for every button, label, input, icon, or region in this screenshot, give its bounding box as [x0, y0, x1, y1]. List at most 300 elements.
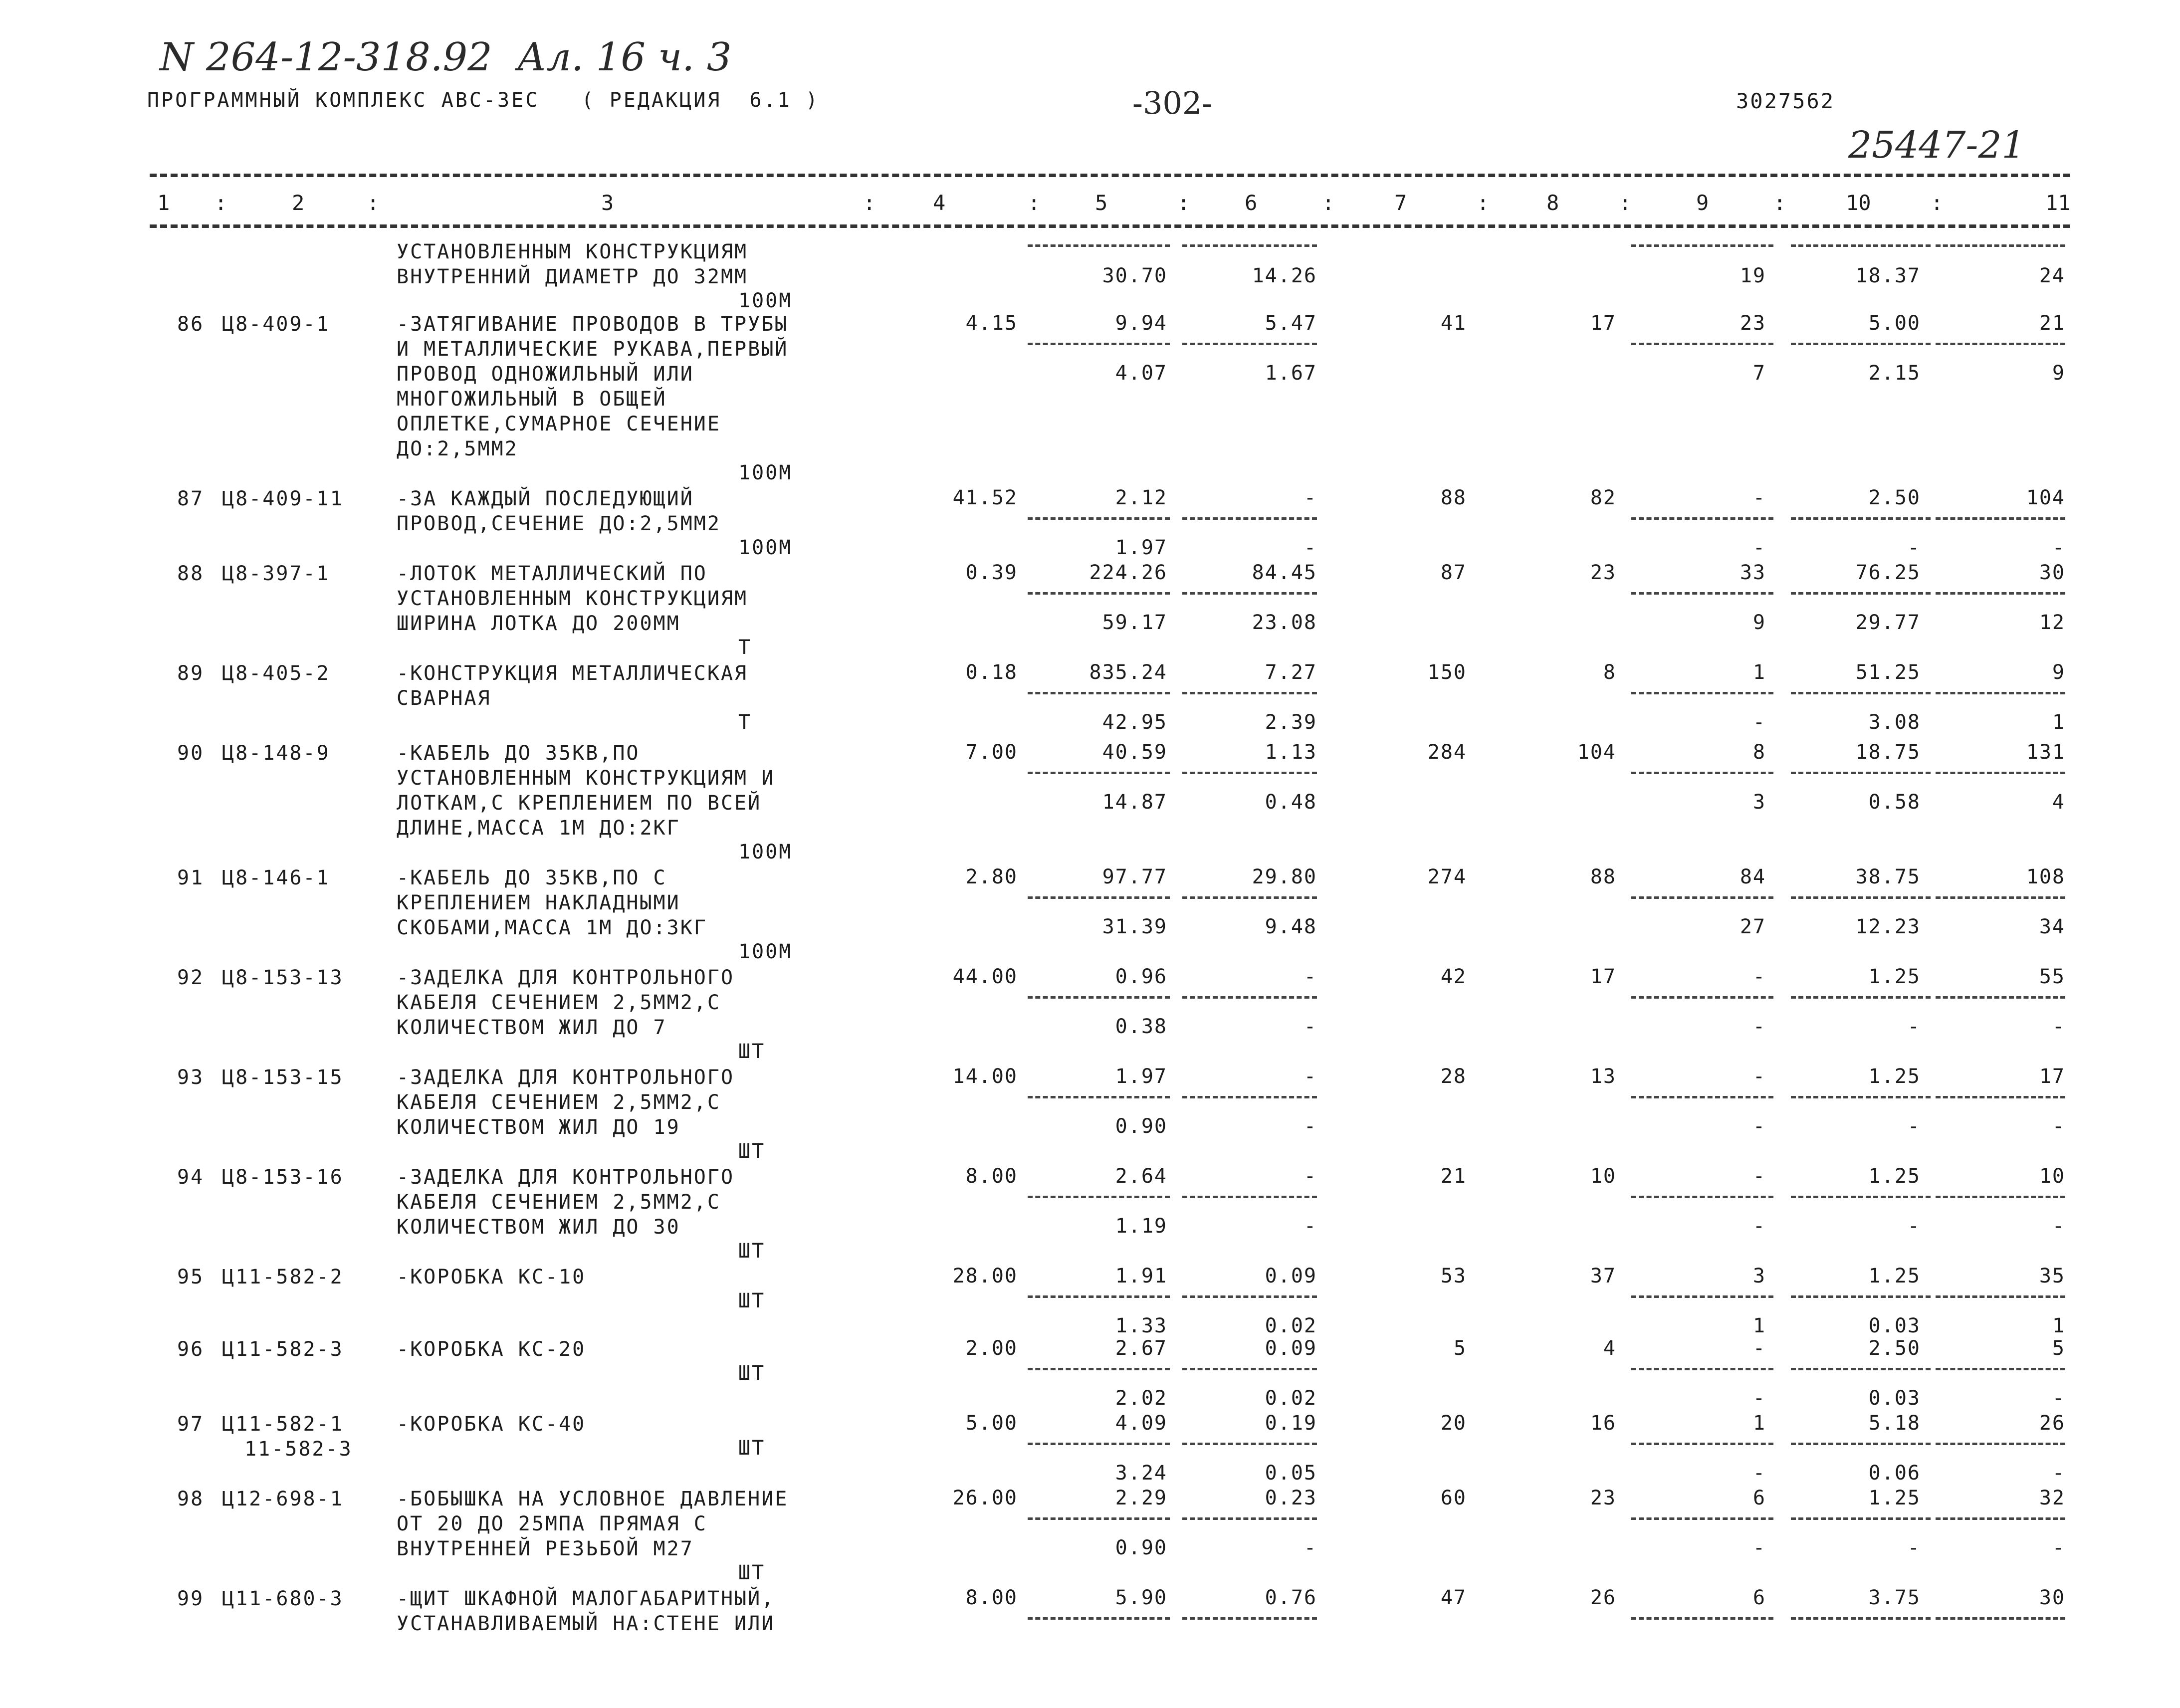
cell-divider-c9	[1631, 517, 1773, 520]
cell-c9b: 9	[1752, 611, 1766, 634]
cell-c6a: 29.80	[1252, 865, 1317, 888]
cell-c9b: 3	[1752, 791, 1766, 814]
cell-c9a: 33	[1740, 561, 1766, 584]
cell-c5b: 4.07	[1115, 362, 1167, 385]
cell-c10b: -	[1907, 1015, 1921, 1038]
cell-c10b: 29.77	[1855, 611, 1921, 634]
cell-divider-c6	[1182, 996, 1317, 999]
cell-c10a: 5.00	[1868, 312, 1921, 335]
cell-divider-c9	[1631, 244, 1773, 247]
cell-c5a: 9.94	[1115, 312, 1167, 335]
cell-c9a: -	[1752, 1337, 1766, 1360]
row-desc-line: -ЗАДЕЛКА ДЛЯ КОНТРОЛЬНОГО	[397, 1066, 735, 1089]
cell-c9a: -	[1752, 1065, 1766, 1088]
cell-c9a: 3	[1752, 1265, 1766, 1287]
handwritten-doc-ref: N 264-12-318.92 Ал. 16 ч. 3	[160, 35, 732, 80]
cell-c7: 284	[1427, 741, 1467, 764]
cell-c11b: 1	[2052, 711, 2065, 734]
cell-divider-c5	[1028, 592, 1170, 595]
cell-c9a: 1	[1752, 661, 1766, 684]
row-unit: Т	[738, 711, 752, 734]
cell-divider-c9	[1631, 1368, 1773, 1370]
row-desc-line: УСТАНОВЛЕННЫМ КОНСТРУКЦИЯМ	[397, 587, 748, 610]
row-code: Ц8-153-16	[222, 1166, 344, 1189]
cell-divider-c10	[1791, 1617, 1931, 1620]
cell-divider-c6	[1182, 1368, 1317, 1370]
cell-c9b: 7	[1752, 362, 1766, 385]
cell-divider-c11	[1936, 244, 2065, 247]
row-unit: 100М	[738, 940, 793, 963]
cell-c11a: 30	[2039, 1586, 2065, 1609]
cell-c11a: 17	[2039, 1065, 2065, 1088]
page-number: -302-	[1132, 85, 1213, 121]
row-unit: 100М	[738, 461, 793, 484]
column-separator: :	[215, 191, 227, 215]
cell-c6b: 2.39	[1265, 711, 1317, 734]
cell-divider-c11	[1936, 1443, 2065, 1445]
cell-c7: 42	[1440, 965, 1467, 988]
cell-c5b: 42.95	[1102, 711, 1167, 734]
cell-c6a: 0.76	[1265, 1586, 1317, 1609]
cell-c5b: 59.17	[1102, 611, 1167, 634]
row-desc-line: -ЗАДЕЛКА ДЛЯ КОНТРОЛЬНОГО	[397, 966, 735, 989]
cell-divider-c9	[1631, 1517, 1773, 1520]
cell-c4: 7.00	[965, 741, 1018, 764]
cell-c5a: 4.09	[1115, 1412, 1167, 1435]
cell-c10b: -	[1907, 1215, 1921, 1238]
cell-c9b: -	[1752, 711, 1766, 734]
column-separator: :	[367, 191, 380, 215]
cell-c8: 4	[1603, 1337, 1616, 1360]
row-desc-line: ВНУТРЕННЕЙ РЕЗЬБОЙ М27	[397, 1537, 694, 1560]
cell-c4: 26.00	[952, 1487, 1018, 1509]
cell-c6a: 0.09	[1265, 1265, 1317, 1287]
row-number: 98	[177, 1488, 205, 1510]
cell-c9a: -	[1752, 486, 1766, 509]
cell-c10a: 1.25	[1868, 965, 1921, 988]
cell-divider-c11	[1936, 1617, 2065, 1620]
cell-c5b: 30.70	[1102, 264, 1167, 287]
cell-c5b: 0.90	[1115, 1536, 1167, 1559]
cell-divider-c11	[1936, 517, 2065, 520]
column-separator: :	[1177, 191, 1190, 215]
header-rule-top	[150, 174, 2070, 177]
cell-divider-c5	[1028, 244, 1170, 247]
cell-divider-c9	[1631, 343, 1773, 345]
column-separator: :	[1619, 191, 1632, 215]
row-unit: Т	[738, 636, 752, 659]
cell-divider-c6	[1182, 692, 1317, 694]
cell-divider-c6	[1182, 1196, 1317, 1198]
row-code: Ц8-153-13	[222, 966, 344, 989]
cell-c10b: -	[1907, 1536, 1921, 1559]
cell-divider-c5	[1028, 343, 1170, 345]
cell-c7: 28	[1440, 1065, 1467, 1088]
cell-c9b: -	[1752, 1387, 1766, 1410]
row-desc-line: -КАБЕЛЬ ДО 35КВ,ПО С	[397, 866, 667, 889]
row-desc-line: ОТ 20 ДО 25МПА ПРЯМАЯ С	[397, 1512, 707, 1535]
cell-c5a: 2.64	[1115, 1165, 1167, 1188]
column-header-8: 8	[1546, 191, 1559, 215]
cell-c11a: 21	[2039, 312, 2065, 335]
row-desc-line: -КОНСТРУКЦИЯ МЕТАЛЛИЧЕСКАЯ	[397, 662, 748, 685]
cell-c6a: -	[1304, 965, 1317, 988]
row-desc-line: И МЕТАЛЛИЧЕСКИЕ РУКАВА,ПЕРВЫЙ	[397, 338, 789, 361]
row-number: 87	[177, 487, 205, 510]
cell-c4: 28.00	[952, 1265, 1018, 1287]
row-desc-line: -КОРОБКА КС-40	[397, 1413, 586, 1436]
row-number: 94	[177, 1166, 205, 1189]
cell-c7: 150	[1427, 661, 1467, 684]
cell-c6b: 14.26	[1252, 264, 1317, 287]
row-desc-line: -КОРОБКА КС-20	[397, 1338, 586, 1361]
cell-c9b: 1	[1752, 1314, 1766, 1337]
cell-c11a: 9	[2052, 661, 2065, 684]
row-desc-line: МНОГОЖИЛЬНЫЙ В ОБЩЕЙ	[397, 388, 667, 411]
cell-c6b: 0.02	[1265, 1314, 1317, 1337]
cell-c11b: 9	[2052, 362, 2065, 385]
cell-c5a: 5.90	[1115, 1586, 1167, 1609]
row-desc-line: ПРОВОД,СЕЧЕНИЕ ДО:2,5ММ2	[397, 512, 721, 535]
column-separator: :	[1028, 191, 1041, 215]
cell-c7: 60	[1440, 1487, 1467, 1509]
cell-c9a: 84	[1740, 865, 1766, 888]
cell-divider-c10	[1791, 1196, 1931, 1198]
cell-c11b: -	[2052, 536, 2065, 559]
cell-c4: 2.00	[965, 1337, 1018, 1360]
cell-c11b: -	[2052, 1015, 2065, 1038]
cell-c6b: 23.08	[1252, 611, 1317, 634]
cell-c4: 8.00	[965, 1586, 1018, 1609]
cell-c10b: 12.23	[1855, 915, 1921, 938]
cell-c9a: 6	[1752, 1586, 1766, 1609]
cell-divider-c10	[1791, 592, 1931, 595]
cell-c10a: 1.25	[1868, 1165, 1921, 1188]
cell-divider-c10	[1791, 772, 1931, 774]
row-code: Ц11-582-1	[222, 1413, 344, 1436]
column-header-7: 7	[1394, 191, 1407, 215]
row-code-secondary: 11-582-3	[244, 1438, 353, 1461]
cell-c10a: 1.25	[1868, 1265, 1921, 1287]
cell-c7: 47	[1440, 1586, 1467, 1609]
cell-divider-c9	[1631, 1617, 1773, 1620]
cell-c6b: -	[1304, 1015, 1317, 1038]
row-desc-line: КОЛИЧЕСТВОМ ЖИЛ ДО 30	[397, 1216, 680, 1239]
column-header-11: 11	[2045, 191, 2071, 215]
cell-c6a: 5.47	[1265, 312, 1317, 335]
cell-divider-c10	[1791, 244, 1931, 247]
cell-c5a: 835.24	[1089, 661, 1167, 684]
column-separator: :	[1322, 191, 1335, 215]
cell-divider-c10	[1791, 692, 1931, 694]
cell-c11b: -	[2052, 1462, 2065, 1485]
cell-divider-c6	[1182, 343, 1317, 345]
cell-c9a: 23	[1740, 312, 1766, 335]
program-title: ПРОГРАММНЫЙ КОМПЛЕКС АВС-3ЕС ( РЕДАКЦИЯ 6.1 )	[147, 89, 820, 112]
row-unit: ШТ	[738, 1140, 766, 1163]
row-desc-line: -ЗА КАЖДЫЙ ПОСЛЕДУЮЩИЙ	[397, 487, 694, 510]
cell-divider-c10	[1791, 1295, 1931, 1298]
cell-c5a: 1.97	[1115, 1065, 1167, 1088]
row-desc-line: СКОБАМИ,МАССА 1М ДО:3КГ	[397, 916, 707, 939]
cell-c5a: 2.12	[1115, 486, 1167, 509]
row-desc-line: -ЗАТЯГИВАНИЕ ПРОВОДОВ В ТРУБЫ	[397, 313, 789, 336]
cell-c4: 2.80	[965, 865, 1018, 888]
row-code: Ц8-397-1	[222, 562, 330, 585]
row-number: 86	[177, 313, 205, 336]
cell-c5a: 97.77	[1102, 865, 1167, 888]
cell-c10b: -	[1907, 536, 1921, 559]
cell-c11b: -	[2052, 1536, 2065, 1559]
cell-c8: 88	[1590, 865, 1616, 888]
cell-c8: 8	[1603, 661, 1616, 684]
cell-divider-c11	[1936, 692, 2065, 694]
column-separator: :	[1477, 191, 1490, 215]
cell-c5a: 40.59	[1102, 741, 1167, 764]
cell-c11a: 55	[2039, 965, 2065, 988]
row-desc-line: КОЛИЧЕСТВОМ ЖИЛ ДО 7	[397, 1016, 667, 1039]
cell-c8: 26	[1590, 1586, 1616, 1609]
cell-c4: 44.00	[952, 965, 1018, 988]
cell-divider-c11	[1936, 1517, 2065, 1520]
cell-c6a: -	[1304, 486, 1317, 509]
cell-c7: 88	[1440, 486, 1467, 509]
cell-c4: 8.00	[965, 1165, 1018, 1188]
cell-divider-c10	[1791, 343, 1931, 345]
carryover-desc-line: ВНУТРЕННИЙ ДИАМЕТР ДО 32ММ	[397, 265, 748, 288]
cell-c8: 23	[1590, 561, 1616, 584]
row-number: 89	[177, 662, 205, 685]
cell-divider-c11	[1936, 1196, 2065, 1198]
cell-c5b: 3.24	[1115, 1462, 1167, 1485]
cell-c11b: 1	[2052, 1314, 2065, 1337]
cell-divider-c6	[1182, 244, 1317, 247]
row-number: 96	[177, 1338, 205, 1361]
row-desc-line: -ЛОТОК МЕТАЛЛИЧЕСКИЙ ПО	[397, 562, 707, 585]
cell-c6a: 7.27	[1265, 661, 1317, 684]
cell-c8: 82	[1590, 486, 1616, 509]
cell-c5b: 1.33	[1115, 1314, 1167, 1337]
cell-divider-c5	[1028, 517, 1170, 520]
cell-c9b: 27	[1740, 915, 1766, 938]
cell-c11a: 104	[2026, 486, 2065, 509]
cell-c11a: 26	[2039, 1412, 2065, 1435]
cell-divider-c5	[1028, 1096, 1170, 1098]
row-desc-line: -ЩИТ ШКАФНОЙ МАЛОГАБАРИТНЫЙ,	[397, 1587, 775, 1610]
row-number: 88	[177, 562, 205, 585]
cell-c10a: 2.50	[1868, 486, 1921, 509]
cell-c7: 21	[1440, 1165, 1467, 1188]
cell-c11a: 32	[2039, 1487, 2065, 1509]
row-unit: 100М	[738, 841, 793, 863]
cell-c10a: 1.25	[1868, 1065, 1921, 1088]
row-desc-line: КРЕПЛЕНИЕМ НАКЛАДНЫМИ	[397, 891, 680, 914]
column-header-1: 1	[157, 191, 170, 215]
cell-c6a: 1.13	[1265, 741, 1317, 764]
cell-c10a: 5.18	[1868, 1412, 1921, 1435]
cell-divider-c5	[1028, 1196, 1170, 1198]
cell-divider-c9	[1631, 996, 1773, 999]
cell-c11b: -	[2052, 1115, 2065, 1138]
row-desc-line: КАБЕЛЯ СЕЧЕНИЕМ 2,5ММ2,С	[397, 1091, 721, 1114]
row-desc-line: ЛОТКАМ,С КРЕПЛЕНИЕМ ПО ВСЕЙ	[397, 792, 762, 815]
cell-c6a: -	[1304, 1065, 1317, 1088]
cell-c10b: 0.03	[1868, 1314, 1921, 1337]
cell-c5b: 14.87	[1102, 791, 1167, 814]
cell-divider-c10	[1791, 896, 1931, 899]
cell-c11a: 108	[2026, 865, 2065, 888]
cell-c9b: -	[1752, 1462, 1766, 1485]
cell-c7: 5	[1453, 1337, 1467, 1360]
row-desc-line: -БОБЫШКА НА УСЛОВНОЕ ДАВЛЕНИЕ	[397, 1488, 789, 1510]
cell-divider-c9	[1631, 692, 1773, 694]
column-separator: :	[863, 191, 876, 215]
row-number: 90	[177, 742, 205, 765]
cell-c11a: 30	[2039, 561, 2065, 584]
cell-c11b: -	[2052, 1215, 2065, 1238]
cell-divider-c11	[1936, 1295, 2065, 1298]
cell-c5b: 31.39	[1102, 915, 1167, 938]
row-code: Ц11-582-3	[222, 1338, 344, 1361]
cell-c6a: 0.19	[1265, 1412, 1317, 1435]
cell-c7: 87	[1440, 561, 1467, 584]
cell-c6b: -	[1304, 1215, 1317, 1238]
cell-divider-c5	[1028, 692, 1170, 694]
cell-c11a: 35	[2039, 1265, 2065, 1287]
row-code: Ц12-698-1	[222, 1488, 344, 1510]
row-code: Ц8-153-15	[222, 1066, 344, 1089]
cell-c7: 20	[1440, 1412, 1467, 1435]
cell-c11b: 4	[2052, 791, 2065, 814]
column-header-3: 3	[601, 191, 614, 215]
cell-divider-c10	[1791, 1517, 1931, 1520]
header-rule-bottom	[150, 224, 2070, 228]
cell-divider-c9	[1631, 592, 1773, 595]
cell-c10b: 0.03	[1868, 1387, 1921, 1410]
cell-c7: 274	[1427, 865, 1467, 888]
row-desc-line: ПРОВОД ОДНОЖИЛЬНЫЙ ИЛИ	[397, 363, 694, 386]
cell-c10b: 18.37	[1855, 264, 1921, 287]
row-unit: ШТ	[738, 1040, 766, 1063]
cell-c9a: 8	[1752, 741, 1766, 764]
row-desc-line: ДЛИНЕ,МАССА 1М ДО:2КГ	[397, 817, 680, 840]
row-code: Ц8-146-1	[222, 866, 330, 889]
cell-divider-c6	[1182, 592, 1317, 595]
cell-divider-c10	[1791, 1368, 1931, 1370]
cell-divider-c9	[1631, 896, 1773, 899]
cell-divider-c10	[1791, 1443, 1931, 1445]
column-header-5: 5	[1095, 191, 1108, 215]
cell-c10a: 76.25	[1855, 561, 1921, 584]
cell-c4: 4.15	[965, 312, 1018, 335]
column-header-2: 2	[292, 191, 305, 215]
row-desc-line: ОПЛЕТКЕ,СУМАРНОЕ СЕЧЕНИЕ	[397, 413, 721, 435]
cell-c11a: 5	[2052, 1337, 2065, 1360]
cell-divider-c5	[1028, 1443, 1170, 1445]
cell-c10a: 38.75	[1855, 865, 1921, 888]
row-number: 95	[177, 1266, 205, 1288]
cell-c11b: -	[2052, 1387, 2065, 1410]
cell-c5b: 0.90	[1115, 1115, 1167, 1138]
carryover-unit: 100М	[738, 289, 793, 312]
cell-c8: 13	[1590, 1065, 1616, 1088]
cell-c5b: 2.02	[1115, 1387, 1167, 1410]
row-number: 93	[177, 1066, 205, 1089]
cell-c5a: 1.91	[1115, 1265, 1167, 1287]
cell-c5b: 1.97	[1115, 536, 1167, 559]
cell-c8: 10	[1590, 1165, 1616, 1188]
cell-c10a: 2.50	[1868, 1337, 1921, 1360]
cell-c8: 37	[1590, 1265, 1616, 1287]
row-code: Ц8-409-1	[222, 313, 330, 336]
column-separator: :	[1931, 191, 1944, 215]
cell-c5a: 2.29	[1115, 1487, 1167, 1509]
cell-c7: 53	[1440, 1265, 1467, 1287]
row-code: Ц11-680-3	[222, 1587, 344, 1610]
row-unit: ШТ	[738, 1561, 766, 1584]
row-desc-line: УСТАНОВЛЕННЫМ КОНСТРУКЦИЯМ И	[397, 767, 775, 790]
cell-c10b: 3.08	[1868, 711, 1921, 734]
cell-divider-c5	[1028, 772, 1170, 774]
cell-c6b: -	[1304, 1536, 1317, 1559]
cell-c9a: 6	[1752, 1487, 1766, 1509]
cell-c6a: 0.23	[1265, 1487, 1317, 1509]
cell-c5b: 0.38	[1115, 1015, 1167, 1038]
cell-c4: 41.52	[952, 486, 1018, 509]
cell-divider-c6	[1182, 1617, 1317, 1620]
cell-c4: 0.39	[965, 561, 1018, 584]
cell-c11b: 34	[2039, 915, 2065, 938]
cell-c8: 104	[1577, 741, 1616, 764]
row-desc-line: -ЗАДЕЛКА ДЛЯ КОНТРОЛЬНОГО	[397, 1166, 735, 1189]
row-code: Ц11-582-2	[222, 1266, 344, 1288]
cell-c10b: 0.06	[1868, 1462, 1921, 1485]
cell-divider-c10	[1791, 517, 1931, 520]
cell-divider-c11	[1936, 772, 2065, 774]
column-separator: :	[1773, 191, 1786, 215]
cell-c9b: 19	[1740, 264, 1766, 287]
cell-c11b: 12	[2039, 611, 2065, 634]
cell-c4: 5.00	[965, 1412, 1018, 1435]
cell-divider-c5	[1028, 996, 1170, 999]
row-code: Ц8-405-2	[222, 662, 330, 685]
cell-c5a: 224.26	[1089, 561, 1167, 584]
cell-divider-c9	[1631, 1096, 1773, 1098]
row-unit: ШТ	[738, 1240, 766, 1263]
cell-c9b: -	[1752, 1015, 1766, 1038]
cell-c8: 17	[1590, 965, 1616, 988]
handwritten-code: 25447-21	[1848, 124, 2025, 167]
cell-divider-c11	[1936, 1096, 2065, 1098]
cell-c6a: -	[1304, 1165, 1317, 1188]
doc-number: 3027562	[1736, 89, 1835, 113]
cell-c4: 14.00	[952, 1065, 1018, 1088]
cell-c5b: 1.19	[1115, 1215, 1167, 1238]
row-desc-line: СВАРНАЯ	[397, 687, 491, 710]
cell-c10a: 1.25	[1868, 1487, 1921, 1509]
row-unit: ШТ	[738, 1362, 766, 1385]
cell-c8: 23	[1590, 1487, 1616, 1509]
row-number: 99	[177, 1587, 205, 1610]
cell-c6a: 0.09	[1265, 1337, 1317, 1360]
cell-divider-c9	[1631, 1295, 1773, 1298]
cell-c11a: 131	[2026, 741, 2065, 764]
row-unit: 100М	[738, 536, 793, 559]
cell-c10b: 0.58	[1868, 791, 1921, 814]
cell-c10a: 3.75	[1868, 1586, 1921, 1609]
row-desc-line: -КОРОБКА КС-10	[397, 1266, 586, 1288]
row-desc-line: УСТАНАВЛИВАЕМЫЙ НА:СТЕНЕ ИЛИ	[397, 1612, 775, 1635]
